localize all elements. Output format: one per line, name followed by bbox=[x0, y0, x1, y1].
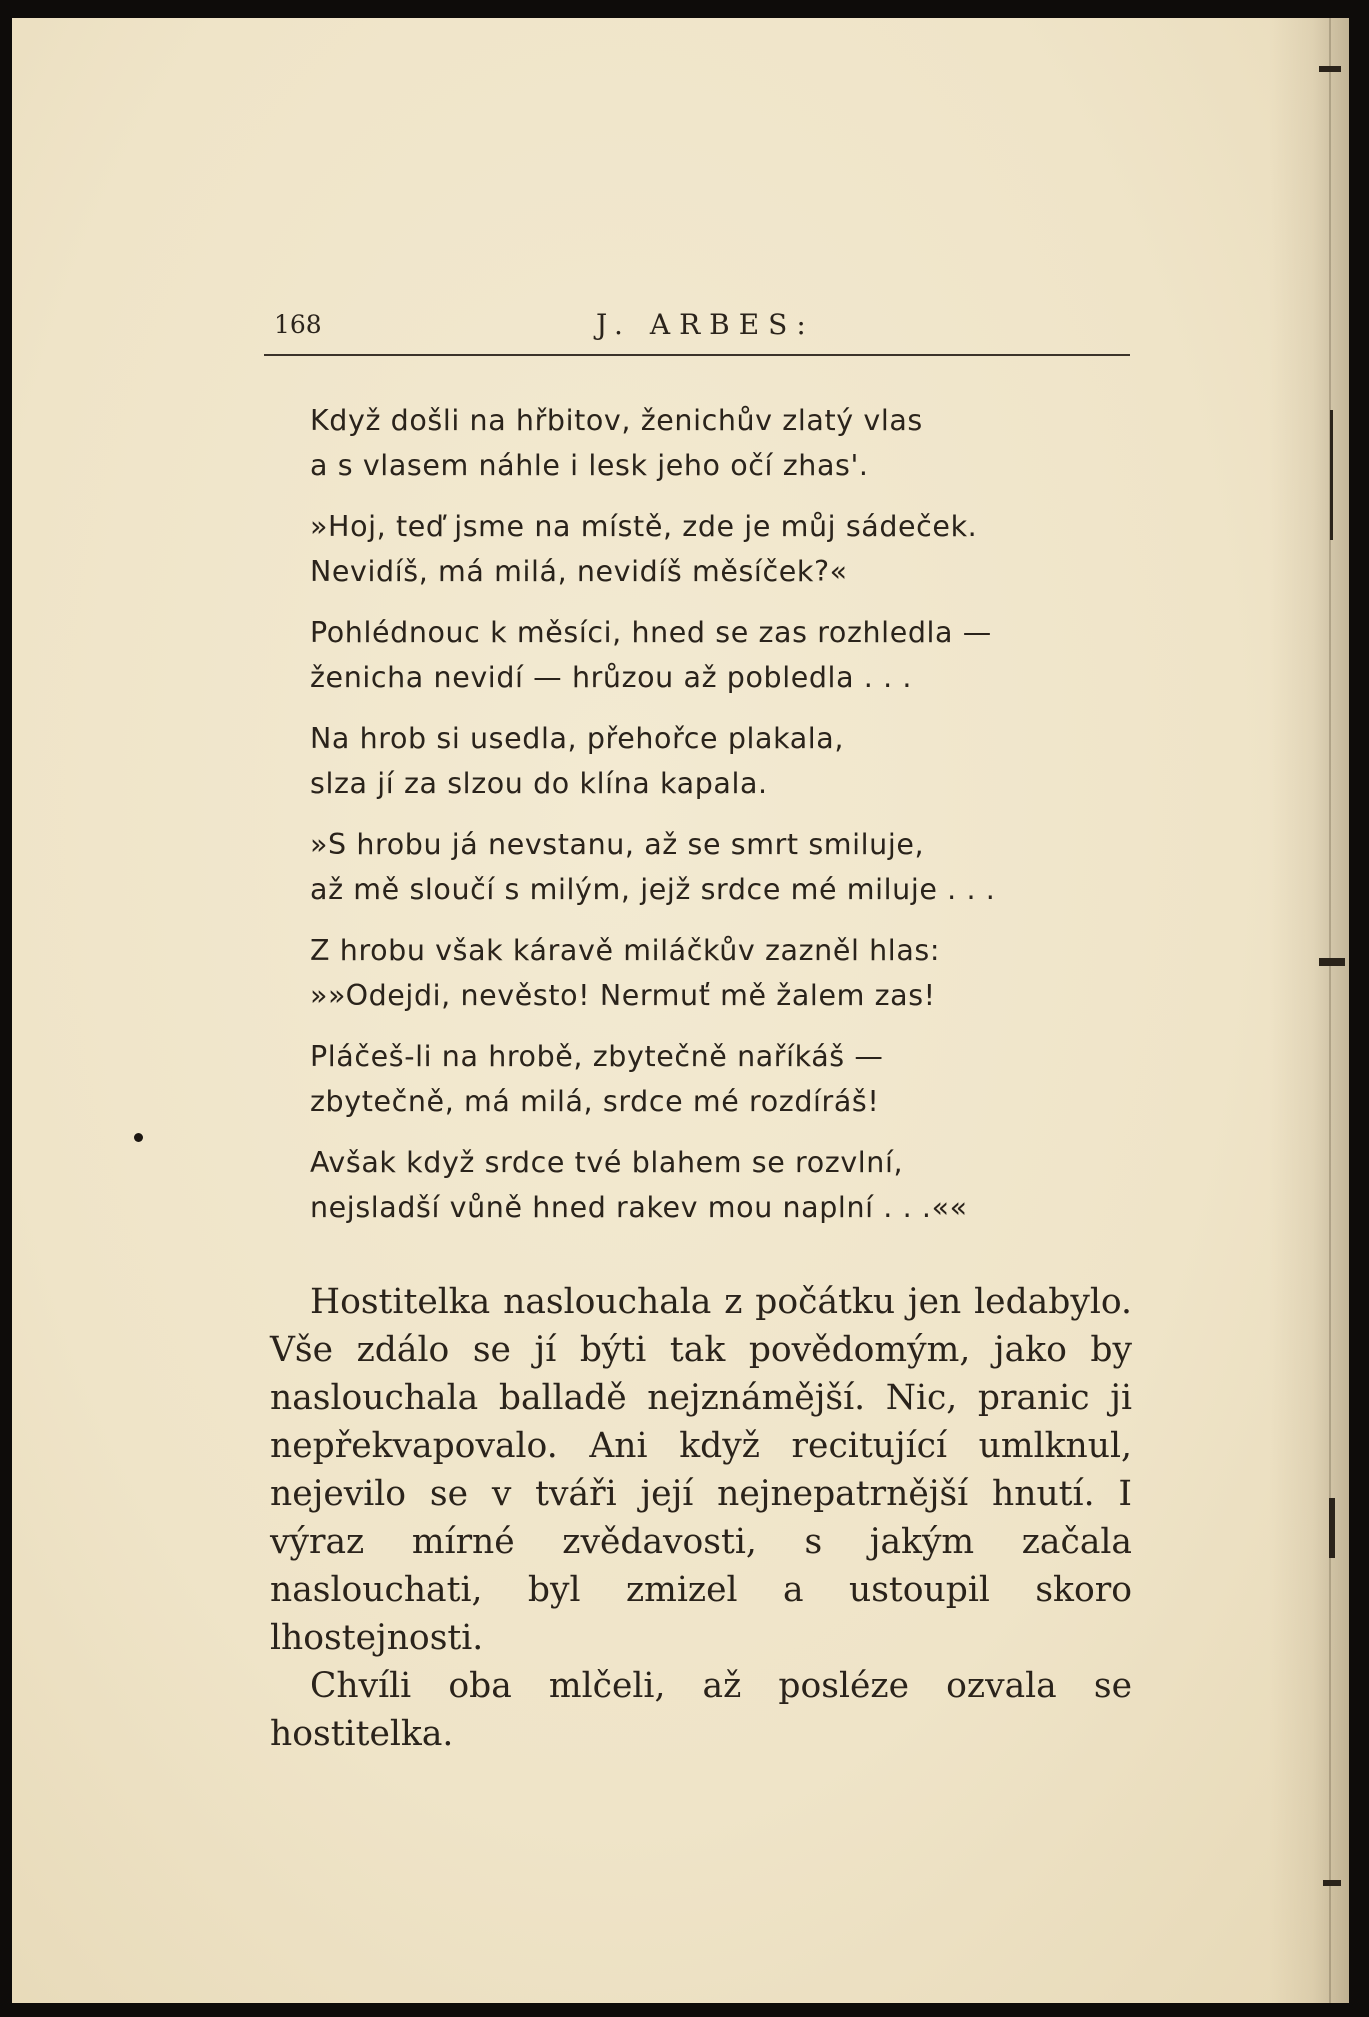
book-page bbox=[12, 18, 1349, 2003]
verse-line: Pláčeš-li na hrobě, zbytečně naříkáš — bbox=[310, 1040, 884, 1073]
verse-line: Když došli na hřbitov, ženichův zlatý vlas bbox=[310, 404, 923, 437]
verse-line: »S hrobu já nevstanu, až se smrt smiluje, bbox=[310, 828, 925, 861]
verse-line: a s vlasem náhle i lesk jeho očí zhas'. bbox=[310, 449, 869, 482]
poem-stanza bbox=[310, 610, 1070, 700]
page-edge-line bbox=[1329, 18, 1331, 2003]
verse-line: Pohlédnouc k měsíci, hned se zas rozhledla — bbox=[310, 616, 992, 649]
verse-line: Na hrob si usedla, přehořce plakala, bbox=[310, 722, 845, 755]
edge-mark bbox=[1323, 1880, 1341, 1886]
page-header bbox=[264, 306, 1130, 356]
verse-line: »»Odejdi, nevěsto! Nermuť mě žalem zas! bbox=[310, 979, 936, 1012]
verse-line: ženicha nevidí — hrůzou až pobledla . . . bbox=[310, 661, 913, 694]
running-head: J. ARBES: bbox=[596, 308, 815, 341]
edge-mark bbox=[1329, 1498, 1335, 1558]
ink-speck bbox=[134, 1133, 143, 1142]
edge-mark bbox=[1319, 66, 1341, 72]
poem-stanza bbox=[310, 928, 1070, 1018]
edge-mark bbox=[1330, 410, 1333, 540]
poem-stanza bbox=[310, 398, 1070, 488]
prose-paragraph: Hostitelka naslouchala z počátku jen ledabylo. Vše zdálo se jí býti tak povědomým, jako by naslouchala balladě nejznámější. Nic, pranic ji nepřekvapovalo. Ani když recitující umlknul, nejevilo se v tváři její nejnepatrnější hnutí. I výraz mírné zvědavosti, s jakým začala naslouchati, byl zmizel a ustoupil skoro lhostejnosti. bbox=[270, 1282, 1132, 1658]
verse-line: zbytečně, má milá, srdce mé rozdíráš! bbox=[310, 1085, 880, 1118]
poem-stanza bbox=[310, 822, 1070, 912]
page-edge-shadow bbox=[1269, 18, 1349, 2003]
prose-text bbox=[270, 1278, 1132, 1758]
poem bbox=[310, 398, 1070, 1246]
verse-line: »Hoj, teď jsme na místě, zde je můj sádeček. bbox=[310, 510, 978, 543]
verse-line: Z hrobu však káravě miláčkův zazněl hlas: bbox=[310, 934, 941, 967]
poem-stanza bbox=[310, 1140, 1070, 1230]
verse-line: Avšak když srdce tvé blahem se rozvlní, bbox=[310, 1146, 904, 1179]
verse-line: nejsladší vůně hned rakev mou naplní . . .«« bbox=[310, 1191, 968, 1224]
page-number: 168 bbox=[274, 310, 322, 339]
poem-stanza bbox=[310, 1034, 1070, 1124]
verse-line: slza jí za slzou do klína kapala. bbox=[310, 767, 768, 800]
prose-paragraph: Chvíli oba mlčeli, až posléze ozvala se hostitelka. bbox=[270, 1666, 1132, 1754]
verse-line: až mě sloučí s milým, jejž srdce mé miluje . . . bbox=[310, 873, 996, 906]
poem-stanza bbox=[310, 716, 1070, 806]
edge-mark bbox=[1319, 958, 1345, 966]
verse-line: Nevidíš, má milá, nevidíš měsíček?« bbox=[310, 555, 848, 588]
poem-stanza bbox=[310, 504, 1070, 594]
